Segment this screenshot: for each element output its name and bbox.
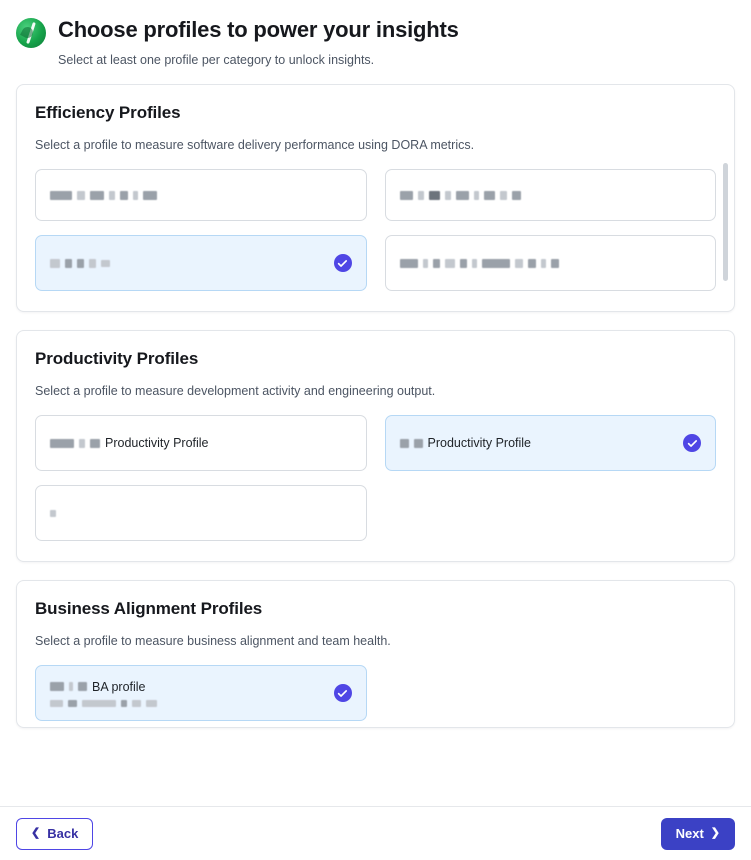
redacted-block (500, 191, 507, 200)
tile-body (50, 436, 209, 450)
redacted-block (445, 259, 455, 268)
redacted-block (551, 259, 559, 268)
redacted-block (90, 439, 100, 448)
section-scrollbar-efficiency[interactable] (723, 163, 728, 281)
redacted-block (460, 259, 467, 268)
redacted-block (482, 259, 510, 268)
redacted-block (445, 191, 451, 200)
redacted-block (50, 259, 60, 268)
section-title-efficiency: Efficiency Profiles (35, 103, 181, 122)
redacted-block (429, 191, 440, 200)
redacted-block (65, 259, 72, 268)
tile-body (50, 191, 157, 200)
redacted-block (120, 191, 128, 200)
redacted-block (68, 700, 77, 707)
redacted-block (109, 191, 115, 200)
profile-tile-label: BA profile (92, 679, 146, 694)
redacted-block (414, 439, 423, 448)
profile-tile-label: Productivity Profile (427, 436, 532, 450)
profile-tile-label: Productivity Profile (105, 436, 209, 450)
redacted-block (146, 700, 157, 707)
redacted-block (400, 191, 413, 200)
redacted-block (50, 191, 72, 200)
chevron-left-icon: ❮ (31, 827, 41, 839)
selected-check-icon (334, 254, 352, 272)
profile-tile-productivity-1[interactable] (35, 415, 367, 471)
redacted-block (90, 191, 104, 200)
page-subtitle: Select at least one profile per category to unlock insights. (58, 53, 375, 67)
redacted-block (541, 259, 546, 268)
next-button[interactable] (661, 818, 735, 850)
redacted-label-line (400, 191, 521, 200)
section-description-productivity: Select a profile to measure development activity and engineering output. (35, 384, 436, 398)
redacted-block (133, 191, 138, 200)
redacted-label-line (400, 259, 559, 268)
section-title-productivity: Productivity Profiles (35, 349, 199, 368)
redacted-block (528, 259, 536, 268)
profile-tile-business-alignment-1[interactable] (35, 665, 367, 721)
redacted-block (50, 510, 56, 517)
redacted-block (472, 259, 477, 268)
header-text-group (58, 16, 459, 68)
profile-grid-productivity (35, 415, 716, 541)
profile-tile-efficiency-1[interactable] (35, 169, 367, 221)
profiles-scroll-area[interactable] (0, 84, 751, 806)
section-card-productivity (16, 330, 735, 562)
tile-body (50, 510, 56, 517)
section-card-business-alignment (16, 580, 735, 728)
redacted-label-line (50, 191, 157, 200)
redacted-block (77, 259, 84, 268)
redacted-block (512, 191, 521, 200)
selected-check-icon (334, 684, 352, 702)
profile-tile-efficiency-3[interactable] (35, 235, 367, 291)
back-button[interactable] (16, 818, 93, 850)
redacted-block (418, 191, 424, 200)
section-description-business-alignment: Select a profile to measure business alignment and team health. (35, 634, 391, 648)
redacted-meta-line (50, 700, 157, 707)
profile-tile-productivity-3[interactable] (35, 485, 367, 541)
redacted-block (89, 259, 96, 268)
redacted-block (143, 191, 157, 200)
redacted-block (121, 700, 127, 707)
redacted-block (400, 259, 418, 268)
redacted-block (400, 439, 409, 448)
section-title-business-alignment: Business Alignment Profiles (35, 599, 263, 618)
section-card-efficiency (16, 84, 735, 312)
chevron-right-icon: ❯ (710, 827, 720, 839)
wizard-footer (0, 806, 751, 860)
redacted-block (132, 700, 141, 707)
profile-label-line (50, 680, 157, 694)
redacted-block (77, 191, 85, 200)
leaf-circle-logo-icon (16, 18, 46, 48)
profile-tile-efficiency-2[interactable] (385, 169, 717, 221)
page-title: Choose profiles to power your insights (58, 17, 459, 42)
redacted-block (474, 191, 479, 200)
redacted-block (79, 439, 85, 448)
redacted-block (101, 260, 110, 267)
redacted-label-line (50, 259, 110, 268)
back-button-label: Back (47, 825, 79, 841)
redacted-block (69, 682, 73, 691)
profile-tile-efficiency-4[interactable] (385, 235, 717, 291)
profile-label-line (50, 436, 209, 450)
redacted-block (515, 259, 523, 268)
profile-label-line (400, 436, 532, 450)
profile-grid-business-alignment (35, 665, 716, 721)
redacted-block (423, 259, 428, 268)
profile-tile-productivity-2[interactable] (385, 415, 717, 471)
tile-body (400, 436, 532, 450)
profile-grid-efficiency (35, 169, 716, 291)
tile-body (50, 680, 157, 707)
redacted-block (82, 700, 116, 707)
redacted-block (50, 439, 74, 448)
redacted-block (456, 191, 469, 200)
tile-body (400, 259, 559, 268)
section-description-efficiency: Select a profile to measure software delivery performance using DORA metrics. (35, 138, 475, 152)
redacted-block (50, 700, 63, 707)
tile-body (400, 191, 521, 200)
selected-check-icon (683, 434, 701, 452)
redacted-block (78, 682, 87, 691)
redacted-label-line (50, 510, 56, 517)
redacted-block (484, 191, 495, 200)
next-button-label: Next (675, 825, 704, 841)
page-header (0, 0, 751, 78)
tile-body (50, 259, 110, 268)
redacted-block (50, 682, 64, 691)
redacted-block (433, 259, 440, 268)
